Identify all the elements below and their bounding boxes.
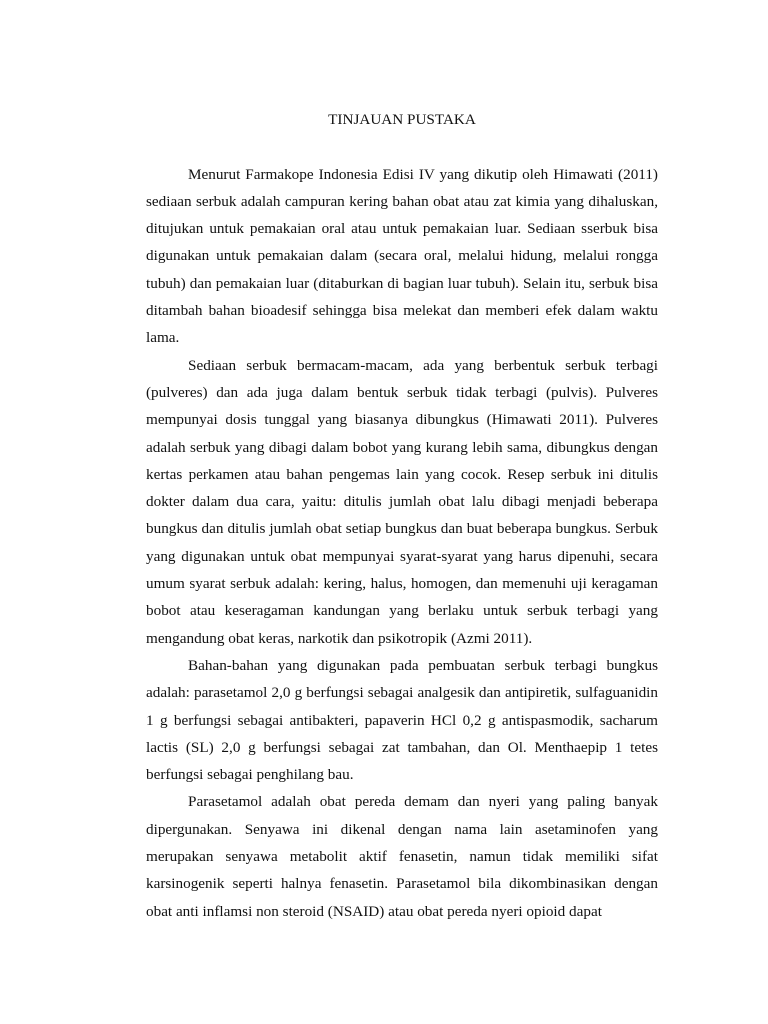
paragraph-3: Bahan-bahan yang digunakan pada pembuatan serbuk terbagi bungkus adalah: parasetamol 2,0 g berfungsi sebagai analgesik dan antipiretik, sulfaguanidin 1 g berfungsi sebagai antibakteri, papaverin HCl 0,2 g antispasmodik, sacharum lactis (SL) 2,0 g berfungsi sebagai zat tambahan, dan Ol. Menthaepip 1 tetes berfungsi sebagai penghilang bau. [146,656,658,784]
document-body [146,106,658,925]
paragraph-2: Sediaan serbuk bermacam-macam, ada yang berbentuk serbuk terbagi (pulveres) dan ada juga dalam bentuk serbuk tidak terbagi (pulvis). Pulveres mempunyai dosis tunggal yang biasanya dibungkus (Himawati 2011). Pulveres adalah serbuk yang dibagi dalam bobot yang kurang lebih sama, dibungkus dengan kertas perkamen atau bahan pengemas lain yang cocok. Resep serbuk ini ditulis dokter dalam dua cara, yaitu: ditulis jumlah obat lalu dibagi menjadi beberapa bungkus dan ditulis jumlah obat setiap bungkus dan buat beberapa bungkus. Serbuk yang digunakan untuk obat mempunyai syarat-syarat yang harus dipenuhi, secara umum syarat serbuk adalah: kering, halus, homogen, dan memenuhi uji keragaman bobot atau keseragaman kandungan yang berlaku untuk serbuk terbagi yang mengandung obat keras, narkotik dan psikotropik (Azmi 2011). [146,356,658,647]
page-title: TINJAUAN PUSTAKA [328,111,476,128]
paragraph-1: Menurut Farmakope Indonesia Edisi IV yang dikutip oleh Himawati (2011) sediaan serbuk adalah campuran kering bahan obat atau zat kimia yang dihaluskan, ditujukan untuk pemakaian oral atau untuk pemakaian luar. Sediaan sserbuk bisa digunakan untuk pemakaian dalam (secara oral, melalui hidung, melalui rongga tubuh) dan pemakaian luar (ditaburkan di bagian luar tubuh). Selain itu, serbuk bisa ditambah bahan bioadesif sehingga bisa melekat dan memberi efek dalam waktu lama. [146,165,658,347]
paragraph-4: Parasetamol adalah obat pereda demam dan nyeri yang paling banyak dipergunakan. Senyawa ini dikenal dengan nama lain asetaminofen yang merupakan senyawa metabolit aktif fenasetin, namun tidak memiliki sifat karsinogenik seperti halnya fenasetin. Parasetamol bila dikombinasikan dengan obat anti inflamsi non steroid (NSAID) atau obat pereda nyeri opioid dapat [146,793,658,920]
